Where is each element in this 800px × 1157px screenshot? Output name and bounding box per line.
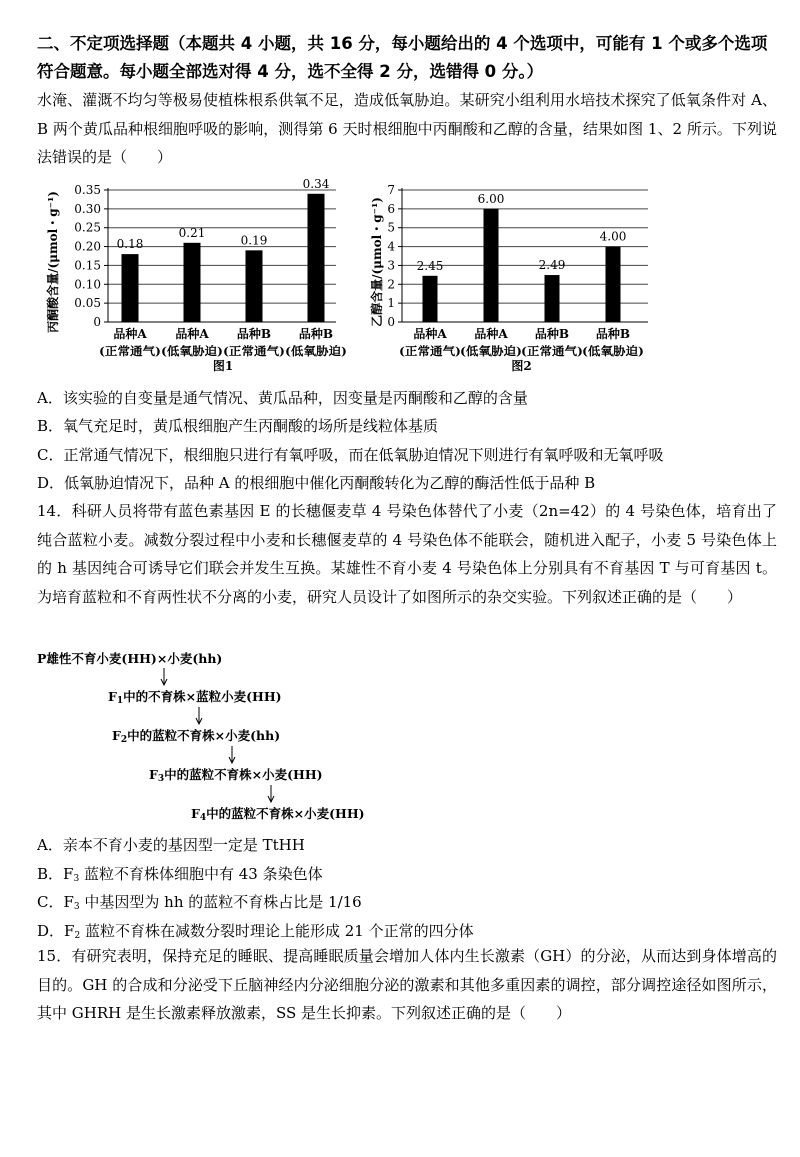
flow-f2-line: $F_2$中的蓝粒不育株×小麦(hh) bbox=[112, 728, 281, 745]
down-arrow-icon bbox=[227, 746, 237, 764]
x-condition-label: (正常通气) bbox=[521, 344, 583, 358]
q14-option-a[interactable]: A．亲本不育小麦的基因型一定是 TtHH bbox=[37, 836, 305, 854]
x-category-label: 品种B bbox=[534, 327, 570, 341]
x-condition-label: (正常通气) bbox=[223, 344, 285, 358]
q14-option-c[interactable]: C．$F_3$ 中基因型为 hh 的蓝粒不育株占比是 1/16 bbox=[37, 893, 362, 912]
x-condition-label: (低氧胁迫) bbox=[285, 344, 347, 358]
y-tick-label: 0.30 bbox=[74, 201, 101, 216]
y-tick-label: 0.15 bbox=[74, 258, 101, 273]
section-heading: 二、不定项选择题（本题共 4 小题，共 16 分，每小题给出的 4 个选项中，可能有 1 个或多个选项符合题意。每小题全部选对得 4 分，选不全得 2 分，选错得 0 分。） bbox=[37, 34, 768, 81]
bar bbox=[545, 275, 560, 322]
chart-title: 图1 bbox=[212, 359, 234, 372]
y-axis-label: 乙醇含量/(μmol・g⁻¹) bbox=[370, 197, 384, 327]
bar-value-label: 0.34 bbox=[302, 176, 330, 191]
q15-stem: 15．有研究表明，保持充足的睡眠、提高睡眠质量会增加人体内生长激素（GH）的分泌，从而达到身体增高的目的。GH 的合成和分泌受下丘脑神经内分泌细胞分泌的激素和其他多重因素的调控，部分调控途径如图所示，其中 GHRH 是生长激素释放激素，SS 是生长抑素。下列叙述正确的是（ ） bbox=[37, 947, 777, 1022]
q13-option-a[interactable]: A．该实验的自变量是通气情况、黄瓜品种，因变量是丙酮酸和乙醇的含量 bbox=[37, 389, 528, 407]
bar-value-label: 0.19 bbox=[240, 233, 268, 248]
chart-title: 图2 bbox=[511, 359, 532, 372]
y-tick-label: 0.05 bbox=[74, 296, 101, 311]
y-tick-label: 0.20 bbox=[74, 239, 101, 254]
q14-stem: 14．科研人员将带有蓝色素基因 E 的长穗偃麦草 4 号染色体替代了小麦（2n=42）的 4 号染色体，培育出了纯合蓝粒小麦。减数分裂过程中小麦和长穗偃麦草的 4 号染色体不能联会，随机进入配子，小麦 5 号染色体上的 h 基因纯合可诱导它们联会并发生互换。某雄性不育小麦 4 号染色体上分别具有不育基因 T 与可育基因 t。为培育蓝粒和不育两性状不分离的小麦，研究人员设计了如图所示的杂交实验。下列叙述正确的是（ ） bbox=[37, 502, 777, 606]
y-tick-label: 7 bbox=[387, 183, 395, 197]
y-tick-label: 5 bbox=[387, 220, 395, 235]
x-category-label: 品种B bbox=[298, 327, 334, 341]
bar-value-label: 0.21 bbox=[178, 225, 206, 240]
crossing-flow-diagram bbox=[37, 643, 457, 825]
bar-value-label: 6.00 bbox=[477, 191, 505, 206]
y-tick-label: 1 bbox=[387, 296, 395, 311]
bar bbox=[423, 276, 438, 322]
q13-option-d[interactable]: D．低氧胁迫情况下，品种 A 的根细胞中催化丙酮酸转化为乙醇的酶活性低于品种 B bbox=[37, 474, 596, 492]
y-tick-label: 0 bbox=[93, 315, 101, 329]
chart-figure-2 bbox=[368, 176, 668, 372]
y-tick-label: 0.10 bbox=[74, 277, 101, 292]
x-category-label: 品种A bbox=[113, 327, 147, 341]
x-category-label: 品种B bbox=[595, 327, 631, 341]
bar bbox=[484, 209, 499, 322]
bar bbox=[606, 247, 621, 322]
y-tick-label: 3 bbox=[387, 258, 395, 273]
bar-value-label: 0.18 bbox=[116, 237, 144, 252]
bar bbox=[184, 243, 201, 322]
y-tick-label: 0.35 bbox=[74, 183, 101, 197]
bar-value-label: 2.45 bbox=[416, 258, 444, 273]
bar bbox=[246, 250, 263, 322]
flow-f4-line: $F_4$中的蓝粒不育株×小麦(HH) bbox=[191, 806, 365, 823]
y-tick-label: 6 bbox=[387, 201, 395, 216]
x-condition-label: (低氧胁迫) bbox=[161, 344, 223, 358]
x-category-label: 品种B bbox=[236, 327, 272, 341]
chart-figure-1 bbox=[44, 176, 366, 372]
down-arrow-icon bbox=[159, 668, 169, 686]
flow-parent-line: P雄性不育小麦(HH)×小麦(hh) bbox=[37, 651, 223, 666]
bar-value-label: 4.00 bbox=[599, 229, 627, 244]
bar-value-label: 2.49 bbox=[538, 258, 566, 273]
down-arrow-icon bbox=[266, 785, 276, 803]
q13-stem: 水淹、灌溉不均匀等极易使植株根系供氧不足，造成低氧胁迫。某研究小组利用水培技术探究了低氧条件对 A、B 两个黄瓜品种根细胞呼吸的影响，测得第 6 天时根细胞中丙酮酸和乙醇的含量，结果如图 1、2 所示。下列说法错误的是（ ） bbox=[37, 91, 777, 166]
x-category-label: 品种A bbox=[474, 327, 508, 341]
flow-f3-line: $F_3$中的蓝粒不育株×小麦(HH) bbox=[149, 767, 323, 784]
y-tick-label: 2 bbox=[387, 277, 395, 292]
bar bbox=[308, 194, 325, 322]
bar bbox=[122, 254, 139, 322]
down-arrow-icon bbox=[194, 707, 204, 725]
flow-f1-line: $F_1$中的不育株×蓝粒小麦(HH) bbox=[108, 689, 282, 706]
x-condition-label: (低氧胁迫) bbox=[582, 344, 644, 358]
q14-option-d[interactable]: D．$F_2$ 蓝粒不育株在减数分裂时理论上能形成 21 个正常的四分体 bbox=[37, 922, 474, 941]
y-axis-label: 丙酮酸含量/(μmol・g⁻¹) bbox=[46, 191, 60, 333]
q13-option-c[interactable]: C．正常通气情况下，根细胞只进行有氧呼吸，而在低氧胁迫情况下则进行有氧呼吸和无氧呼吸 bbox=[37, 446, 664, 464]
q14-option-b[interactable]: B．$F_3$ 蓝粒不育株体细胞中有 43 条染色体 bbox=[37, 865, 323, 884]
y-tick-label: 0.25 bbox=[74, 220, 101, 235]
y-tick-label: 0 bbox=[387, 315, 395, 329]
x-condition-label: (正常通气) bbox=[399, 344, 461, 358]
x-category-label: 品种A bbox=[413, 327, 447, 341]
y-tick-label: 4 bbox=[387, 239, 395, 254]
x-condition-label: (正常通气) bbox=[99, 344, 161, 358]
q13-option-b[interactable]: B．氧气充足时，黄瓜根细胞产生丙酮酸的场所是线粒体基质 bbox=[37, 417, 439, 435]
x-condition-label: (低氧胁迫) bbox=[460, 344, 522, 358]
x-category-label: 品种A bbox=[175, 327, 209, 341]
